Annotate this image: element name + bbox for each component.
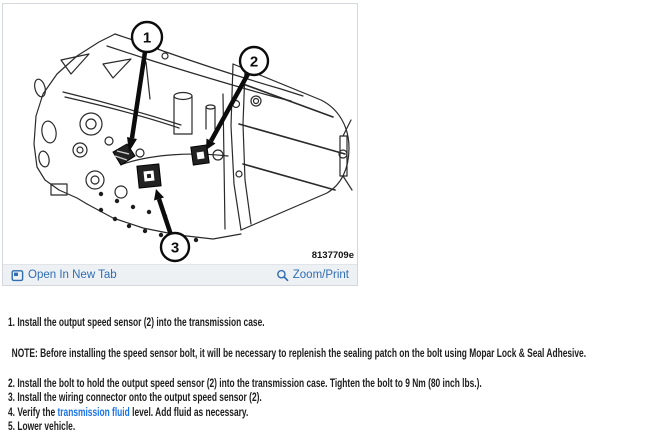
transmission-diagram — [3, 4, 357, 264]
instruction-step-3: 3. Install the wiring connector onto the output speed sensor (2). — [8, 392, 262, 405]
callout-2 — [240, 47, 268, 75]
instruction-list — [8, 316, 650, 434]
step-4-suffix: level. Add fluid as necessary. — [129, 406, 249, 419]
instruction-note: NOTE: Before installing the speed sensor bolt, it will be necessary to replenish the sealing patch on the bolt using Mopar Lock & Seal Adhesive. — [11, 348, 587, 361]
instruction-step-1: 1. Install the output speed sensor (2) into the transmission case. — [8, 317, 265, 329]
transmission-fluid-link[interactable]: transmission fluid — [57, 406, 130, 419]
magnifier-icon — [276, 269, 289, 282]
extension-housing-outline — [233, 64, 349, 230]
zoom-print-link[interactable] — [276, 269, 349, 282]
bell-housing-outline — [34, 34, 115, 204]
figure-panel — [2, 3, 358, 286]
speed-sensor-3 — [137, 164, 161, 188]
open-in-new-tab-link[interactable] — [11, 269, 117, 282]
instruction-step-4 — [8, 406, 477, 420]
step-4-prefix: 4. Verify the — [8, 406, 58, 419]
zoom-print-label: Zoom/Print — [292, 269, 349, 281]
callout-2-number: 2 — [249, 53, 259, 71]
callout-3-number: 3 — [170, 239, 180, 257]
callout-1-number: 1 — [142, 29, 152, 47]
open-in-new-tab-label: Open In New Tab — [28, 269, 117, 281]
callout-3 — [161, 233, 189, 261]
callout-arrows — [127, 52, 248, 235]
callout-1 — [132, 22, 162, 52]
open-in-new-tab-icon — [11, 269, 24, 282]
transmission-line-art — [3, 4, 357, 264]
instruction-step-2: 2. Install the bolt to hold the output speed sensor (2) into the transmission case. Tighten the bolt to 9 Nm (80 inch lbs.). — [8, 377, 482, 390]
figure-code: 8137709e — [311, 250, 354, 261]
figure-toolbar — [3, 264, 357, 285]
instruction-step-5: 5. Lower vehicle. — [8, 421, 76, 434]
